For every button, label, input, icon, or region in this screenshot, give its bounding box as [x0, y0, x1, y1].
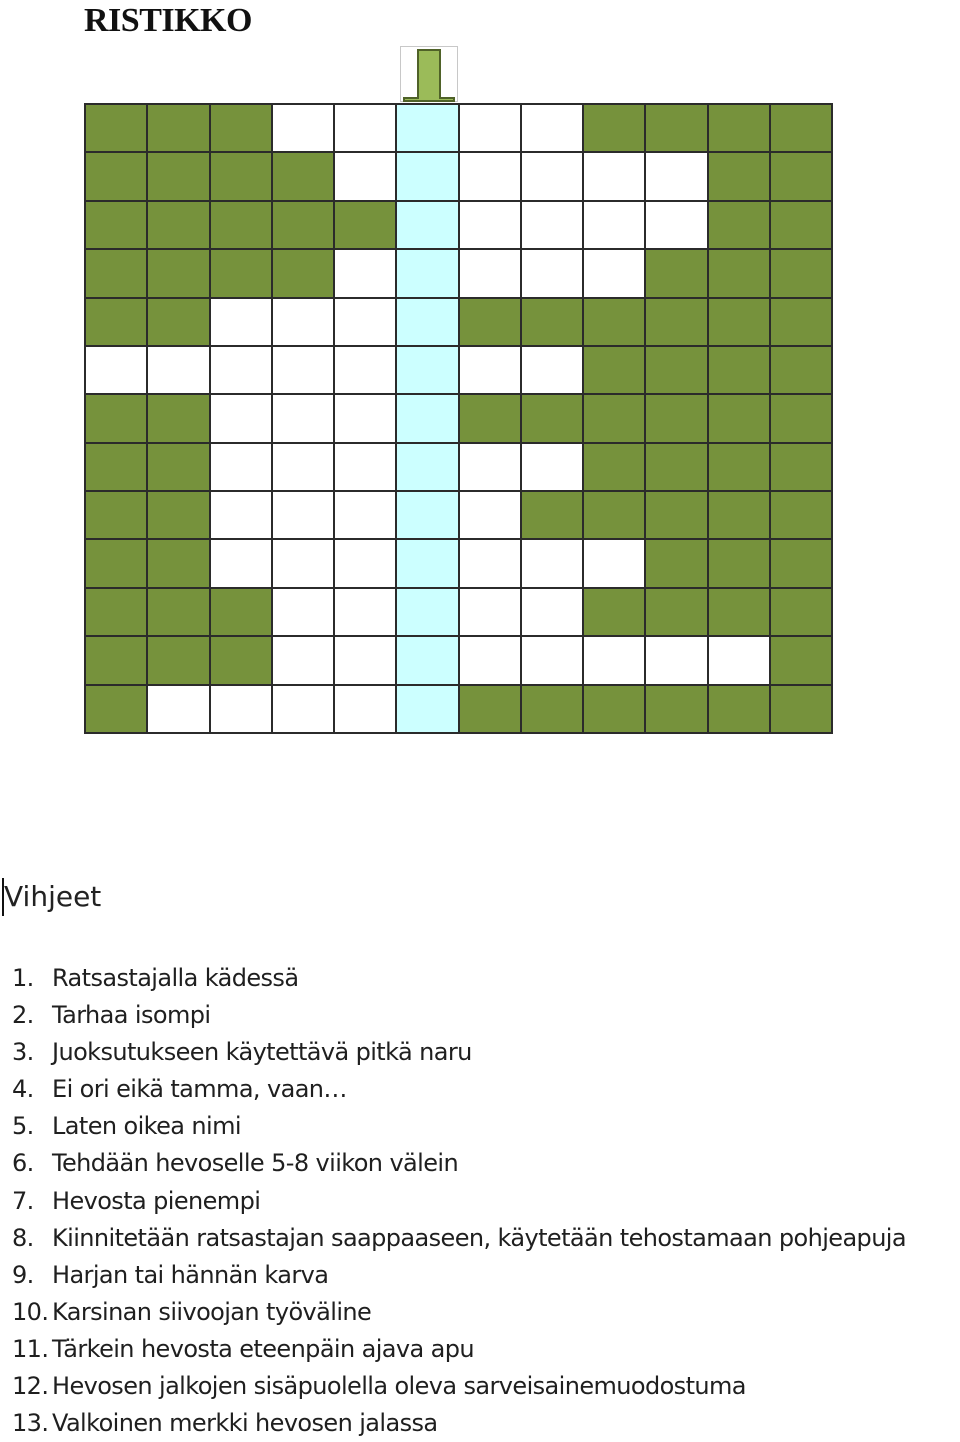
grid-cell-filled — [770, 104, 832, 152]
clue-item — [12, 1145, 906, 1182]
grid-cell-filled — [583, 298, 645, 346]
down-arrow-icon — [400, 46, 458, 102]
grid-cell-empty[interactable] — [645, 152, 707, 200]
grid-cell-empty[interactable] — [459, 201, 521, 249]
grid-cell-empty[interactable] — [521, 588, 583, 636]
clue-number: 10. — [12, 1297, 49, 1326]
grid-cell-filled — [645, 104, 707, 152]
grid-cell-empty[interactable] — [272, 346, 334, 394]
grid-cell-empty[interactable] — [272, 588, 334, 636]
grid-cell-solution[interactable] — [396, 588, 458, 636]
clue-number: 11. — [12, 1334, 49, 1363]
grid-cell-empty[interactable] — [459, 104, 521, 152]
grid-cell-filled — [708, 685, 770, 733]
grid-cell-filled — [645, 346, 707, 394]
grid-cell-solution[interactable] — [396, 491, 458, 539]
grid-cell-filled — [147, 104, 209, 152]
grid-cell-filled — [583, 104, 645, 152]
grid-cell-empty[interactable] — [85, 346, 147, 394]
grid-cell-empty[interactable] — [583, 201, 645, 249]
clue-text: Tehdään hevoselle 5-8 viikon välein — [52, 1149, 459, 1178]
grid-cell-filled — [85, 104, 147, 152]
grid-cell-empty[interactable] — [272, 636, 334, 684]
grid-cell-filled — [147, 152, 209, 200]
grid-cell-empty[interactable] — [459, 346, 521, 394]
grid-cell-empty[interactable] — [459, 491, 521, 539]
grid-cell-empty[interactable] — [459, 636, 521, 684]
grid-cell-empty[interactable] — [521, 249, 583, 297]
clue-list — [12, 960, 906, 1442]
grid-cell-filled — [85, 539, 147, 587]
crossword-grid — [84, 103, 833, 734]
grid-cell-filled — [770, 152, 832, 200]
grid-cell-filled — [708, 394, 770, 442]
clue-text: Harjan tai hännän karva — [52, 1260, 329, 1289]
grid-cell-solution[interactable] — [396, 152, 458, 200]
grid-cell-empty[interactable] — [334, 491, 396, 539]
grid-cell-filled — [85, 491, 147, 539]
grid-cell-filled — [708, 588, 770, 636]
clue-text: Juoksutukseen käytettävä pitkä naru — [52, 1038, 472, 1067]
grid-cell-filled — [85, 152, 147, 200]
grid-cell-empty[interactable] — [272, 104, 334, 152]
grid-cell-filled — [521, 685, 583, 733]
grid-cell-filled — [770, 636, 832, 684]
grid-cell-filled — [85, 394, 147, 442]
grid-cell-filled — [85, 298, 147, 346]
grid-cell-filled — [85, 685, 147, 733]
grid-cell-filled — [708, 104, 770, 152]
clue-text: Karsinan siivoojan työväline — [52, 1297, 372, 1326]
grid-cell-filled — [583, 491, 645, 539]
grid-cell-solution[interactable] — [396, 685, 458, 733]
grid-cell-empty[interactable] — [459, 443, 521, 491]
grid-cell-filled — [645, 443, 707, 491]
grid-cell-filled — [770, 201, 832, 249]
clue-number: 13. — [12, 1409, 49, 1438]
grid-cell-empty[interactable] — [459, 539, 521, 587]
grid-cell-solution[interactable] — [396, 249, 458, 297]
grid-cell-empty[interactable] — [334, 298, 396, 346]
clue-number: 3. — [12, 1038, 34, 1067]
grid-cell-filled — [147, 443, 209, 491]
grid-cell-filled — [770, 249, 832, 297]
grid-cell-empty[interactable] — [583, 249, 645, 297]
grid-cell-filled — [708, 491, 770, 539]
grid-cell-empty[interactable] — [210, 491, 272, 539]
grid-cell-filled — [210, 104, 272, 152]
grid-cell-filled — [459, 394, 521, 442]
grid-cell-filled — [708, 539, 770, 587]
clue-item — [12, 1368, 906, 1405]
clue-item — [12, 1071, 906, 1108]
grid-cell-filled — [770, 298, 832, 346]
grid-cell-filled — [210, 636, 272, 684]
grid-cell-empty[interactable] — [334, 249, 396, 297]
grid-cell-empty[interactable] — [708, 636, 770, 684]
grid-cell-solution[interactable] — [396, 443, 458, 491]
clue-text: Tärkein hevosta eteenpäin ajava apu — [52, 1334, 475, 1363]
clue-item — [12, 1294, 906, 1331]
grid-cell-empty[interactable] — [210, 394, 272, 442]
grid-cell-filled — [147, 201, 209, 249]
grid-cell-empty[interactable] — [210, 443, 272, 491]
grid-cell-empty[interactable] — [210, 298, 272, 346]
clue-number: 8. — [12, 1223, 34, 1252]
grid-cell-filled — [147, 539, 209, 587]
clue-item — [12, 1405, 906, 1442]
grid-cell-filled — [770, 685, 832, 733]
grid-cell-empty[interactable] — [459, 152, 521, 200]
grid-cell-filled — [770, 491, 832, 539]
clue-text: Ratsastajalla kädessä — [52, 964, 299, 992]
clue-item — [12, 1220, 906, 1257]
grid-cell-solution[interactable] — [396, 298, 458, 346]
clue-number: 6. — [12, 1149, 34, 1178]
grid-cell-empty[interactable] — [521, 104, 583, 152]
grid-cell-empty[interactable] — [210, 346, 272, 394]
grid-cell-filled — [708, 443, 770, 491]
grid-cell-empty[interactable] — [334, 636, 396, 684]
grid-cell-solution[interactable] — [396, 636, 458, 684]
grid-cell-filled — [459, 685, 521, 733]
grid-cell-filled — [583, 588, 645, 636]
clue-item — [12, 1331, 906, 1368]
grid-cell-filled — [147, 249, 209, 297]
grid-cell-filled — [85, 201, 147, 249]
clue-number: 7. — [12, 1186, 34, 1215]
grid-cell-filled — [521, 394, 583, 442]
grid-cell-filled — [770, 443, 832, 491]
grid-cell-filled — [645, 588, 707, 636]
grid-cell-filled — [85, 249, 147, 297]
grid-cell-filled — [645, 685, 707, 733]
grid-cell-empty[interactable] — [459, 588, 521, 636]
grid-cell-solution[interactable] — [396, 104, 458, 152]
grid-cell-filled — [583, 346, 645, 394]
grid-cell-filled — [770, 346, 832, 394]
grid-cell-filled — [334, 201, 396, 249]
grid-cell-empty[interactable] — [521, 201, 583, 249]
grid-cell-filled — [210, 201, 272, 249]
grid-cell-empty[interactable] — [583, 539, 645, 587]
grid-cell-filled — [210, 152, 272, 200]
clue-text: Valkoinen merkki hevosen jalassa — [52, 1409, 438, 1438]
grid-cell-empty[interactable] — [645, 201, 707, 249]
grid-cell-filled — [708, 249, 770, 297]
grid-cell-filled — [645, 249, 707, 297]
clue-item — [12, 1108, 906, 1145]
clue-number: 5. — [12, 1112, 34, 1141]
grid-cell-filled — [708, 346, 770, 394]
grid-cell-filled — [583, 394, 645, 442]
grid-cell-filled — [210, 249, 272, 297]
grid-cell-filled — [708, 298, 770, 346]
grid-cell-empty[interactable] — [334, 104, 396, 152]
clue-number: 4. — [12, 1075, 34, 1104]
grid-cell-empty[interactable] — [147, 346, 209, 394]
grid-cell-filled — [645, 491, 707, 539]
grid-cell-filled — [147, 394, 209, 442]
grid-cell-empty[interactable] — [334, 685, 396, 733]
grid-cell-empty[interactable] — [210, 539, 272, 587]
clue-text: Hevosta pienempi — [52, 1186, 261, 1215]
clue-text: Ei ori eikä tamma, vaan… — [52, 1075, 347, 1104]
grid-cell-filled — [85, 588, 147, 636]
grid-cell-filled — [147, 588, 209, 636]
grid-cell-filled — [770, 588, 832, 636]
grid-cell-empty[interactable] — [210, 685, 272, 733]
grid-cell-empty[interactable] — [521, 346, 583, 394]
grid-cell-filled — [459, 298, 521, 346]
grid-cell-filled — [272, 201, 334, 249]
grid-cell-solution[interactable] — [396, 201, 458, 249]
clue-text: Kiinnitetään ratsastajan saappaaseen, käytetään tehostamaan pohjeapuja — [52, 1223, 906, 1252]
clues-heading: Vihjeet — [4, 880, 102, 913]
grid-cell-filled — [645, 394, 707, 442]
clue-number: 2. — [12, 1001, 34, 1030]
grid-cell-filled — [147, 636, 209, 684]
clue-number: 9. — [12, 1260, 34, 1289]
clue-item — [12, 960, 906, 997]
grid-cell-filled — [272, 249, 334, 297]
grid-cell-solution[interactable] — [396, 346, 458, 394]
grid-cell-empty[interactable] — [521, 443, 583, 491]
clue-item — [12, 1257, 906, 1294]
grid-cell-filled — [521, 298, 583, 346]
grid-cell-empty[interactable] — [334, 443, 396, 491]
grid-cell-empty[interactable] — [272, 394, 334, 442]
grid-cell-filled — [770, 394, 832, 442]
clue-item — [12, 997, 906, 1034]
grid-cell-empty[interactable] — [583, 152, 645, 200]
grid-cell-empty[interactable] — [459, 249, 521, 297]
grid-cell-empty[interactable] — [583, 636, 645, 684]
grid-cell-filled — [583, 443, 645, 491]
grid-cell-empty[interactable] — [521, 636, 583, 684]
grid-cell-filled — [645, 539, 707, 587]
grid-cell-solution[interactable] — [396, 394, 458, 442]
clue-item — [12, 1183, 906, 1220]
clue-text: Tarhaa isompi — [52, 1001, 211, 1030]
page-title: RISTIKKO — [84, 2, 252, 39]
grid-cell-filled — [147, 491, 209, 539]
clue-item — [12, 1034, 906, 1071]
grid-cell-filled — [85, 636, 147, 684]
grid-cell-filled — [147, 298, 209, 346]
grid-cell-filled — [272, 152, 334, 200]
grid-cell-empty[interactable] — [272, 539, 334, 587]
grid-cell-empty[interactable] — [334, 588, 396, 636]
grid-cell-empty[interactable] — [272, 443, 334, 491]
grid-cell-empty[interactable] — [334, 152, 396, 200]
grid-cell-solution[interactable] — [396, 539, 458, 587]
grid-cell-filled — [708, 201, 770, 249]
grid-cell-filled — [583, 685, 645, 733]
clue-number: 12. — [12, 1372, 49, 1401]
grid-cell-filled — [708, 152, 770, 200]
grid-cell-empty[interactable] — [334, 394, 396, 442]
grid-cell-filled — [645, 298, 707, 346]
clue-text: Hevosen jalkojen sisäpuolella oleva sarveisainemuodostuma — [52, 1372, 746, 1401]
grid-cell-empty[interactable] — [521, 539, 583, 587]
grid-cell-filled — [770, 539, 832, 587]
grid-cell-filled — [521, 491, 583, 539]
grid-cell-empty[interactable] — [334, 539, 396, 587]
grid-cell-empty[interactable] — [272, 298, 334, 346]
clue-text: Laten oikea nimi — [52, 1112, 241, 1141]
grid-cell-empty[interactable] — [272, 685, 334, 733]
grid-cell-empty[interactable] — [521, 152, 583, 200]
clue-number: 1. — [12, 964, 34, 992]
grid-cell-empty[interactable] — [272, 491, 334, 539]
grid-cell-empty[interactable] — [334, 346, 396, 394]
grid-cell-filled — [210, 588, 272, 636]
grid-cell-filled — [85, 443, 147, 491]
grid-cell-empty[interactable] — [147, 685, 209, 733]
grid-cell-empty[interactable] — [645, 636, 707, 684]
